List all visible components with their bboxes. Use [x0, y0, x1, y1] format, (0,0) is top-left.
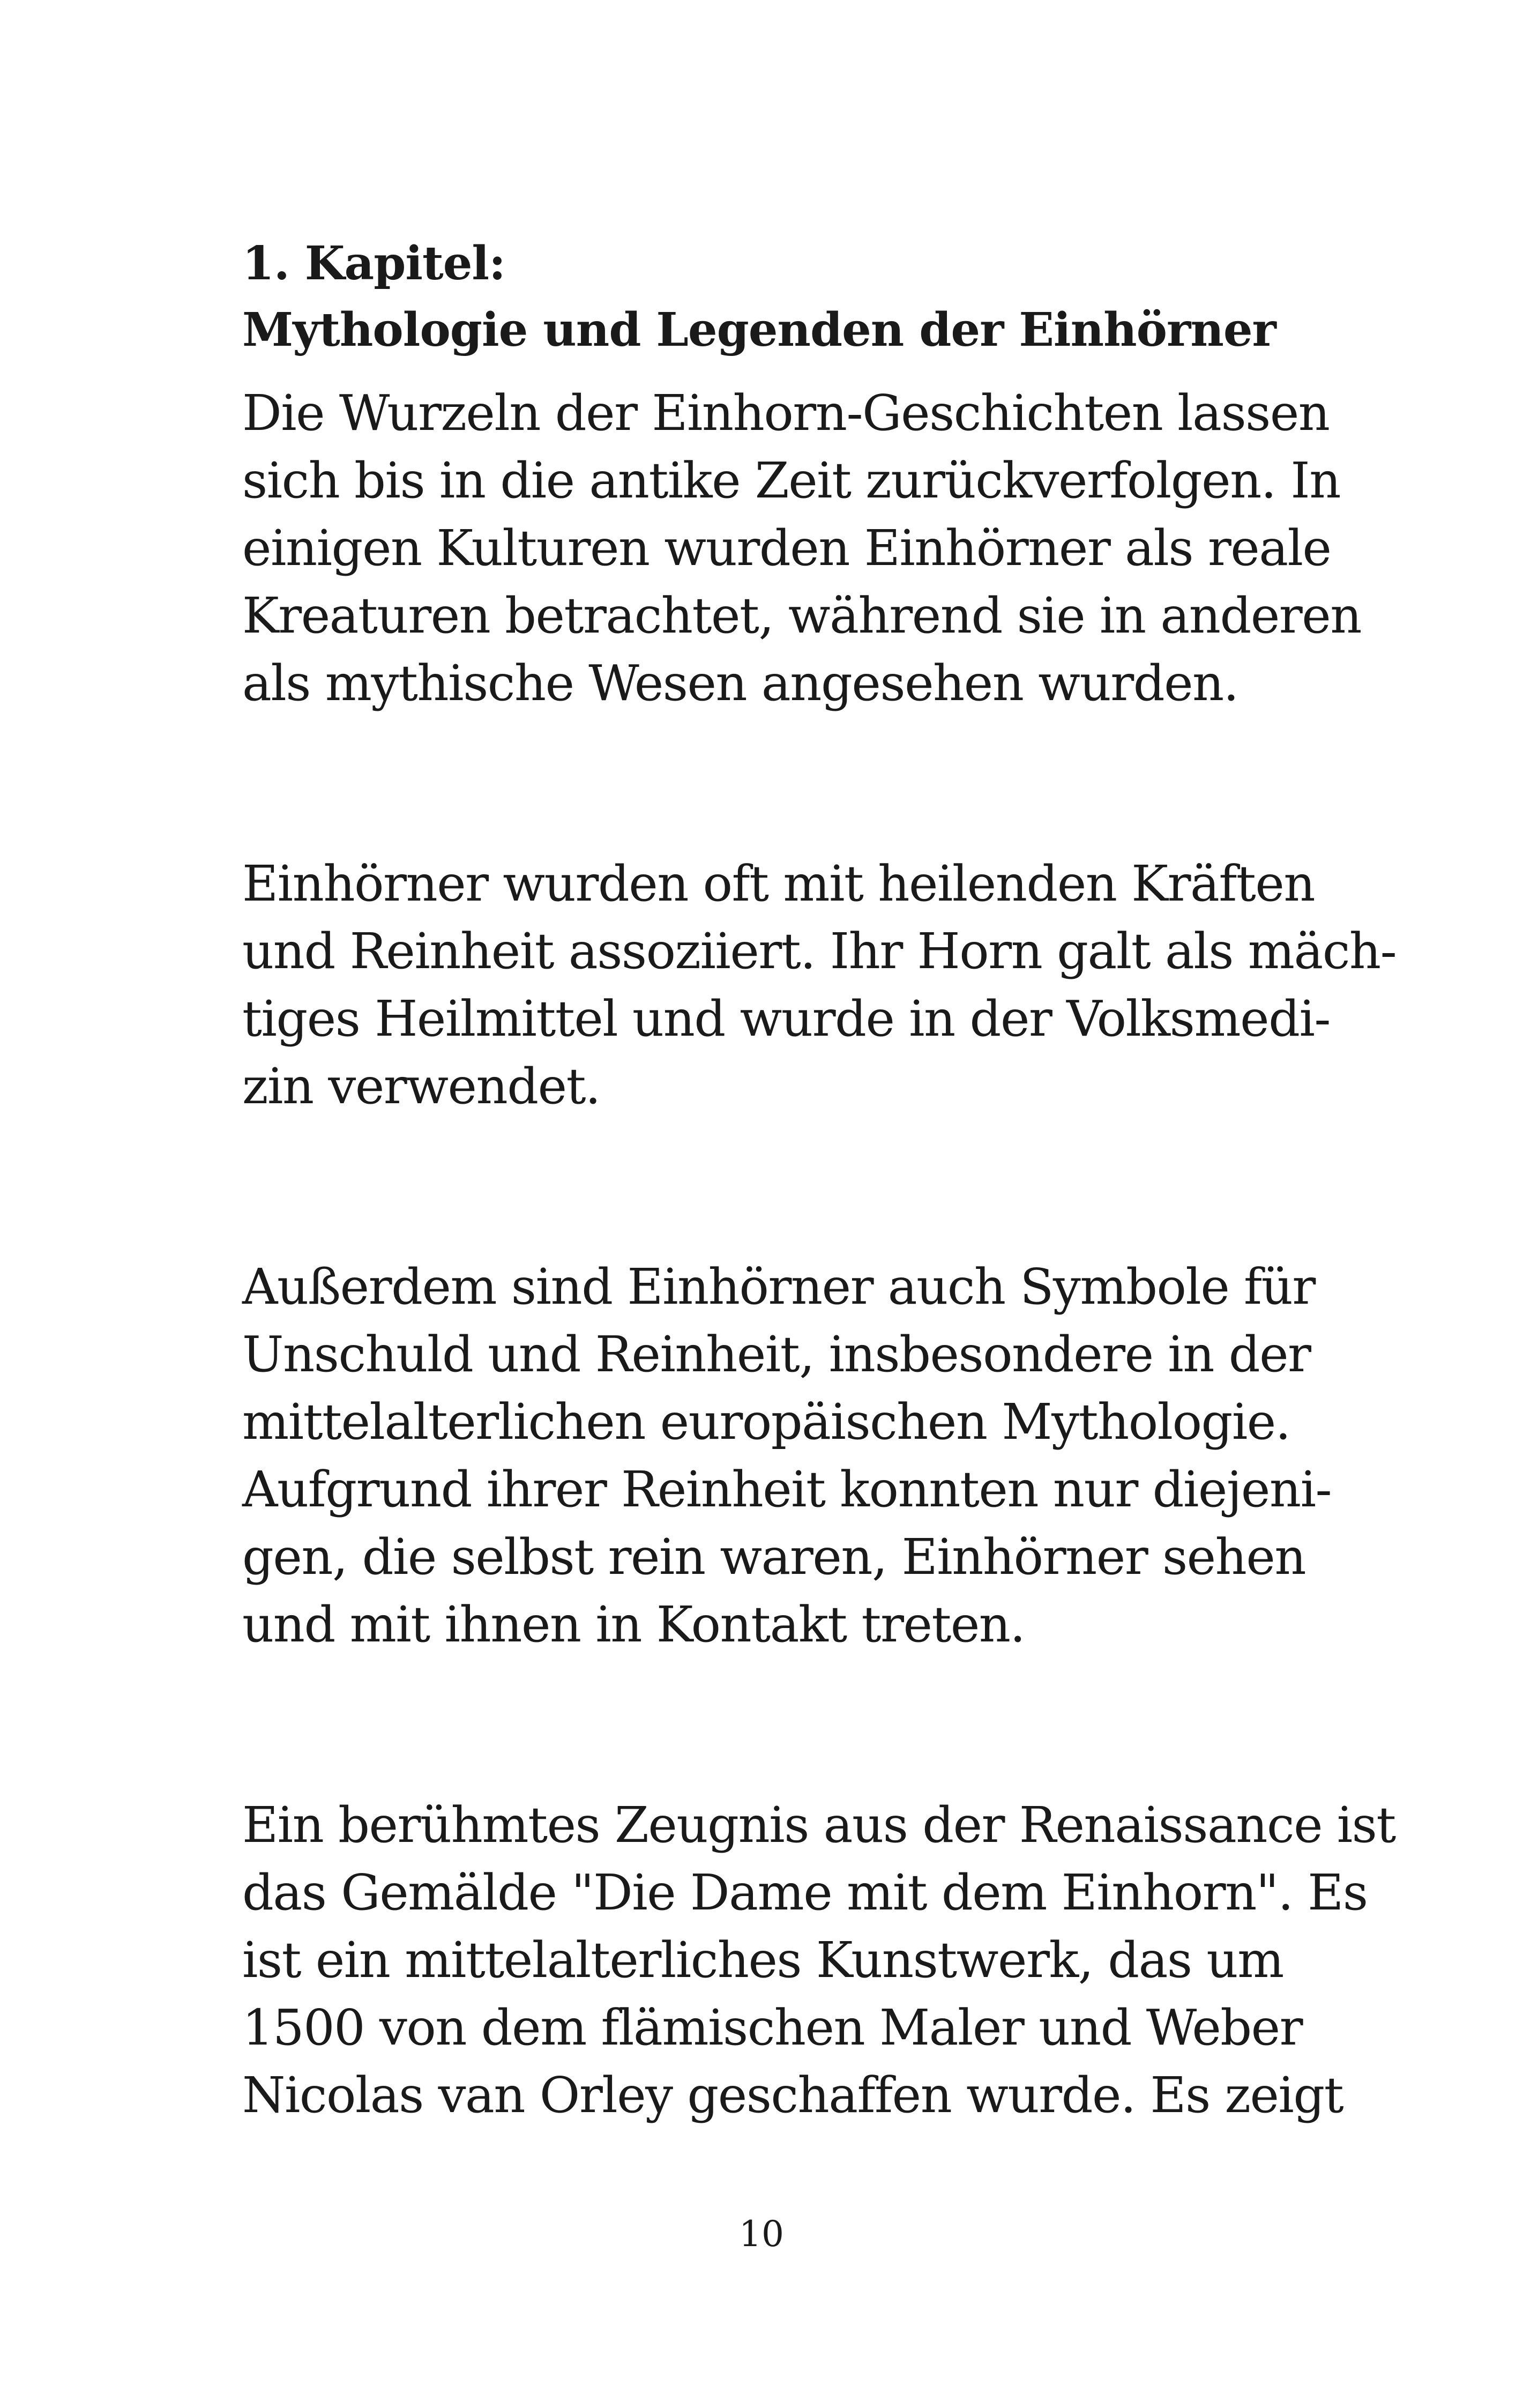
paragraph-line: tiges Heilmittel und wurde in der Volksmedi-: [242, 990, 1330, 1047]
paragraph-2: [242, 850, 1397, 1120]
paragraph-line: mittelalterlichen europäischen Mythologie.: [242, 1393, 1290, 1451]
paragraph-line: Außerdem sind Einhörner auch Symbole für: [242, 1258, 1315, 1316]
paragraph-line: Ein berühmtes Zeugnis aus der Renaissance ist: [242, 1796, 1395, 1854]
paragraph-line: und mit ihnen in Kontakt treten.: [242, 1596, 1025, 1653]
paragraph-line: Unschuld und Reinheit, insbesondere in der: [242, 1326, 1311, 1383]
paragraph-line: 1500 von dem flämischen Maler und Weber: [242, 1999, 1303, 2056]
page-number: 10: [739, 2213, 784, 2255]
paragraph-line: ist ein mittelalterliches Kunstwerk, das um: [242, 1931, 1283, 1989]
paragraph-line: Kreaturen betrachtet, während sie in anderen: [242, 587, 1361, 644]
chapter-title: Mythologie und Legenden der Einhörner: [242, 303, 1276, 357]
paragraph-line: Die Wurzeln der Einhorn-Geschichten lassen: [242, 384, 1330, 442]
paragraph-line: gen, die selbst rein waren, Einhörner sehen: [242, 1528, 1306, 1586]
page-content: [242, 231, 1397, 2129]
paragraph-line: und Reinheit assoziiert. Ihr Horn galt als mäch-: [242, 923, 1397, 980]
paragraph-line: Nicolas van Orley geschaffen wurde. Es zeigt: [242, 2067, 1343, 2124]
paragraph-1: [242, 380, 1394, 717]
paragraph-3: [242, 1253, 1394, 1659]
paragraph-line: Einhörner wurden oft mit heilenden Kräften: [242, 855, 1315, 912]
paragraph-4: [242, 1792, 1394, 2129]
paragraph-line: als mythische Wesen angesehen wurden.: [242, 655, 1238, 712]
paragraph-line: einigen Kulturen wurden Einhörner als reale: [242, 519, 1331, 577]
paragraph-line: zin verwendet.: [242, 1058, 600, 1115]
chapter-number: 1. Kapitel:: [242, 236, 505, 291]
paragraph-line: das Gemälde "Die Dame mit dem Einhorn". Es: [242, 1864, 1368, 1921]
paragraph-line: sich bis in die antike Zeit zurückverfolgen. In: [242, 452, 1340, 509]
chapter-heading: [242, 231, 1394, 363]
paragraph-line: Aufgrund ihrer Reinheit konnten nur diejeni-: [242, 1461, 1332, 1518]
